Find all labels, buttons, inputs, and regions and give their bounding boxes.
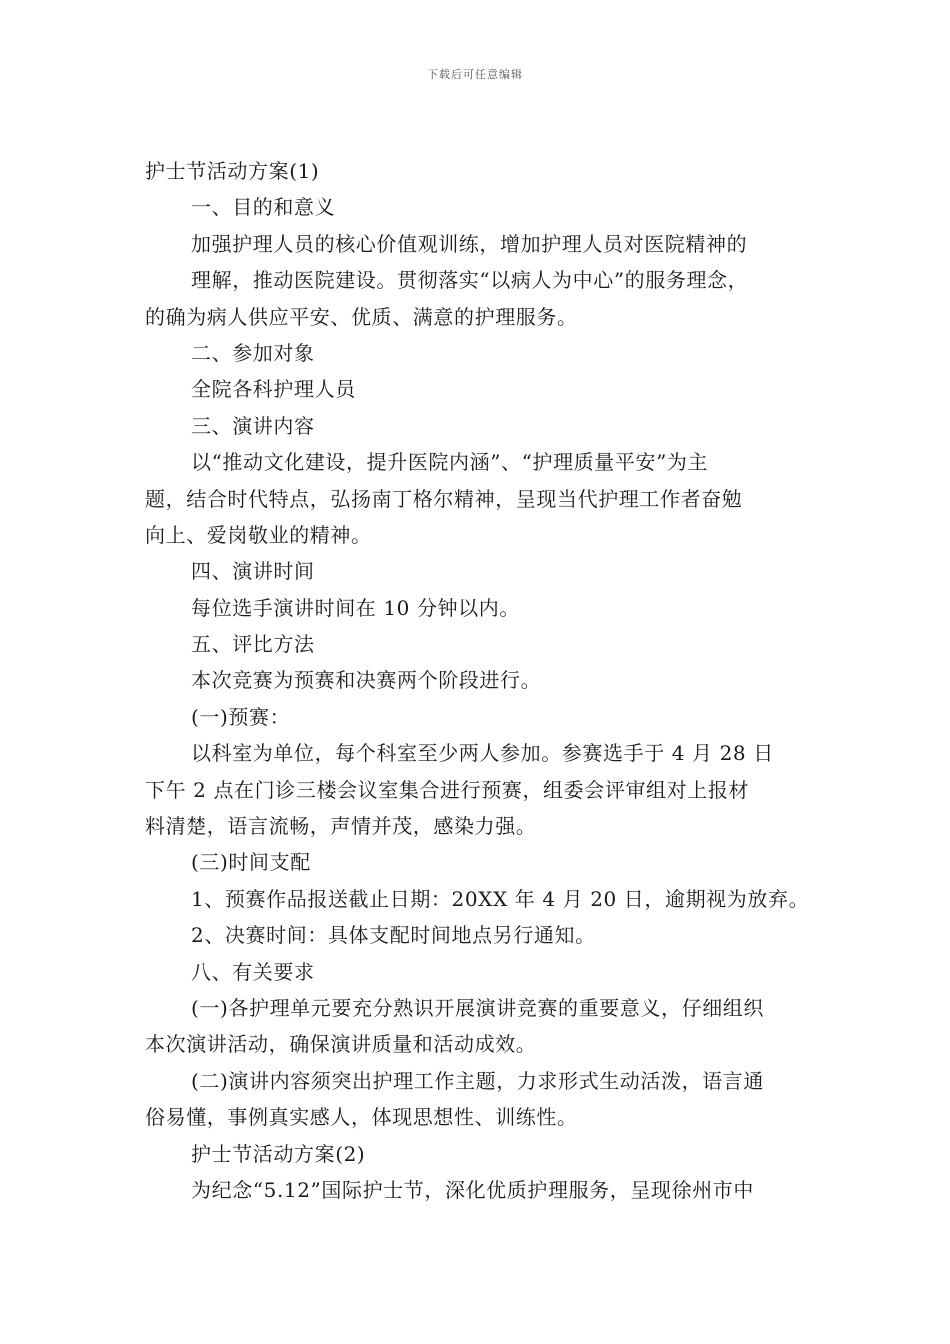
paragraph-line: 的确为病人供应平安、优质、满意的护理服务。 — [145, 304, 578, 329]
paragraph-line: 下午 2 点在门诊三楼会议室集合进行预赛，组委会评审组对上报材 — [145, 777, 750, 802]
paragraph-line: 加强护理人员的核心价值观训练，增加护理人员对医院精神的 — [191, 231, 748, 256]
paragraph-line: (一)各护理单元要充分熟识开展演讲竞赛的重要意义，仔细组织 — [191, 995, 765, 1020]
list-item: 2、决赛时间：具体支配时间地点另行通知。 — [191, 923, 596, 948]
paragraph-line: 料清楚，语言流畅，声情并茂，感染力强。 — [145, 814, 537, 839]
subsection-heading: (一)预赛： — [191, 704, 291, 729]
paragraph-line: 本次竞赛为预赛和决赛两个阶段进行。 — [191, 668, 542, 693]
paragraph-line: 以科室为单位，每个科室至少两人参加。参赛选手于 4 月 28 日 — [191, 741, 774, 766]
paragraph-line: 题，结合时代特点，弘扬南丁格尔精神，呈现当代护理工作者奋勉 — [145, 486, 743, 511]
paragraph-line: 每位选手演讲时间在 10 分钟以内。 — [191, 595, 520, 620]
doc-title-1: 护士节活动方案(1) — [145, 159, 320, 183]
list-item: 1、预赛作品报送截止日期：20XX 年 4 月 20 日，逾期视为放弃。 — [191, 886, 810, 911]
section-heading: 四、演讲时间 — [191, 559, 315, 584]
paragraph-line: (二)演讲内容须突出护理工作主题，力求形式生动活泼，语言通 — [191, 1068, 765, 1093]
paragraph-line: 向上、爱岗敬业的精神。 — [145, 522, 372, 547]
section-heading: 一、目的和意义 — [191, 195, 336, 220]
paragraph-line: 理解，推动医院建设。贯彻落实“以病人为中心”的服务理念， — [191, 268, 749, 293]
section-heading: 三、演讲内容 — [191, 413, 315, 438]
paragraph-line: 以“推动文化建设，提升医院内涵”、“护理质量平安”为主 — [191, 450, 709, 475]
section-heading: 五、评比方法 — [191, 632, 315, 657]
document-body — [145, 153, 825, 1208]
section-heading: 二、参加对象 — [191, 340, 315, 365]
paragraph-line: 为纪念“5.12”国际护士节，深化优质护理服务，呈现徐州市中 — [191, 1177, 754, 1202]
paragraph-line: 本次演讲活动，确保演讲质量和活动成效。 — [145, 1032, 537, 1057]
page-header-note: 下载后可任意编辑 — [427, 68, 523, 81]
paragraph-line: 全院各科护理人员 — [191, 377, 356, 402]
paragraph-line: 俗易懂，事例真实感人，体现思想性、训练性。 — [145, 1105, 578, 1130]
section-heading: 八、有关要求 — [191, 959, 315, 984]
subsection-heading: (三)时间支配 — [191, 850, 311, 875]
doc-title-2: 护士节活动方案(2) — [191, 1141, 366, 1166]
